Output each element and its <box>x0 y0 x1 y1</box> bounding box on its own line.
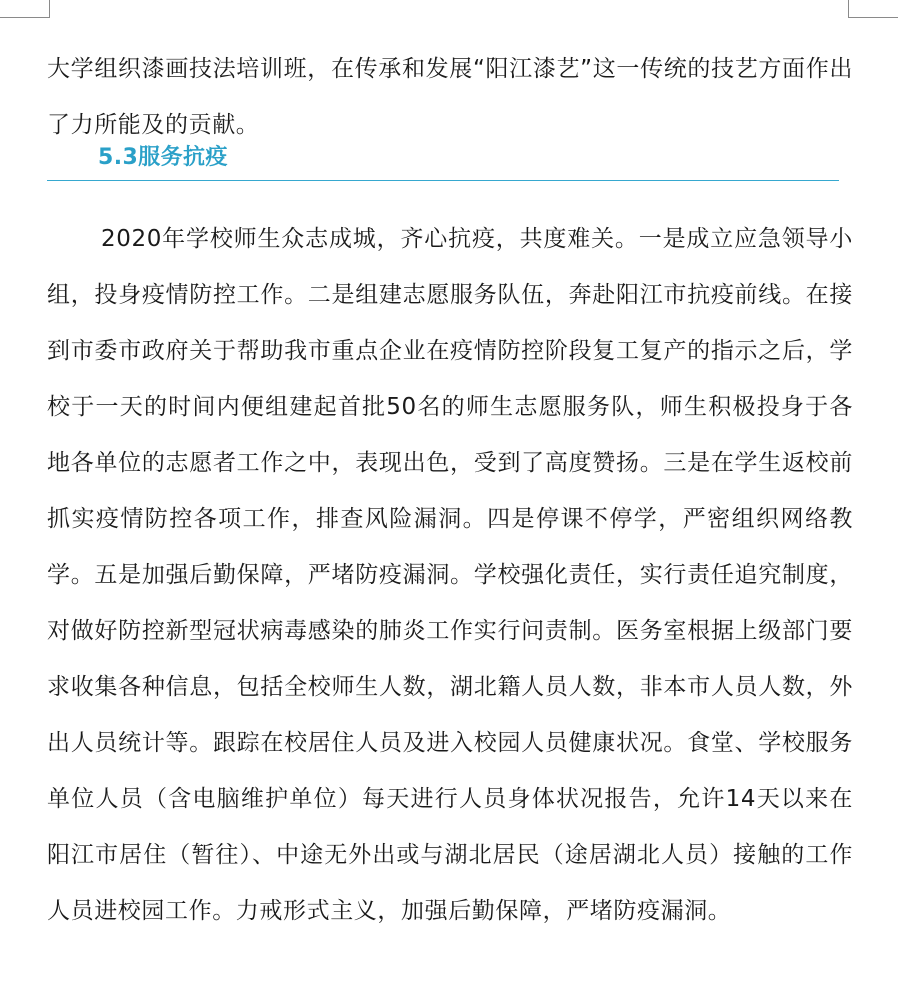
heading-underline <box>47 180 839 181</box>
crop-mark-top-left <box>0 0 50 18</box>
section-heading: 5.3服务抗疫 <box>98 145 228 170</box>
continued-paragraph: 大学组织漆画技法培训班，在传承和发展“阳江漆艺”这一传统的技艺方面作出了力所能及的贡献。 <box>47 56 853 138</box>
section-body-paragraph: 2020年学校师生众志成城，齐心抗疫，共度难关。一是成立应急领导小组，投身疫情防控工作。二是组建志愿服务队伍，奔赴阳江市抗疫前线。在接到市委市政府关于帮助我市重点企业在疫情防控阶段复工复产的指示之后，学校于一天的时间内便组建起首批50名的师生志愿服务队，师生积极投身于各地各单位的志愿者工作之中，表现出色，受到了高度赞扬。三是在学生返校前抓实疫情防控各项工作，排查风险漏洞。四是停课不停学，严密组织网络教学。五是加强后勤保障，严堵防疫漏洞。学校强化责任，实行责任追究制度，对做好防控新型冠状病毒感染的肺炎工作实行问责制。医务室根据上级部门要求收集各种信息，包括全校师生人数，湖北籍人员人数，非本市人员人数，外出人员统计等。跟踪在校居住人员及进入校园人员健康状况。食堂、学校服务单位人员（含电脑维护单位）每天进行人员身体状况报告，允许14天以来在阳江市居住（暂往）、中途无外出或与湖北居民（途居湖北人员）接触的工作人员进校园工作。力戒形式主义，加强后勤保障，严堵防疫漏洞。 <box>47 226 853 924</box>
crop-mark-top-right <box>848 0 898 18</box>
